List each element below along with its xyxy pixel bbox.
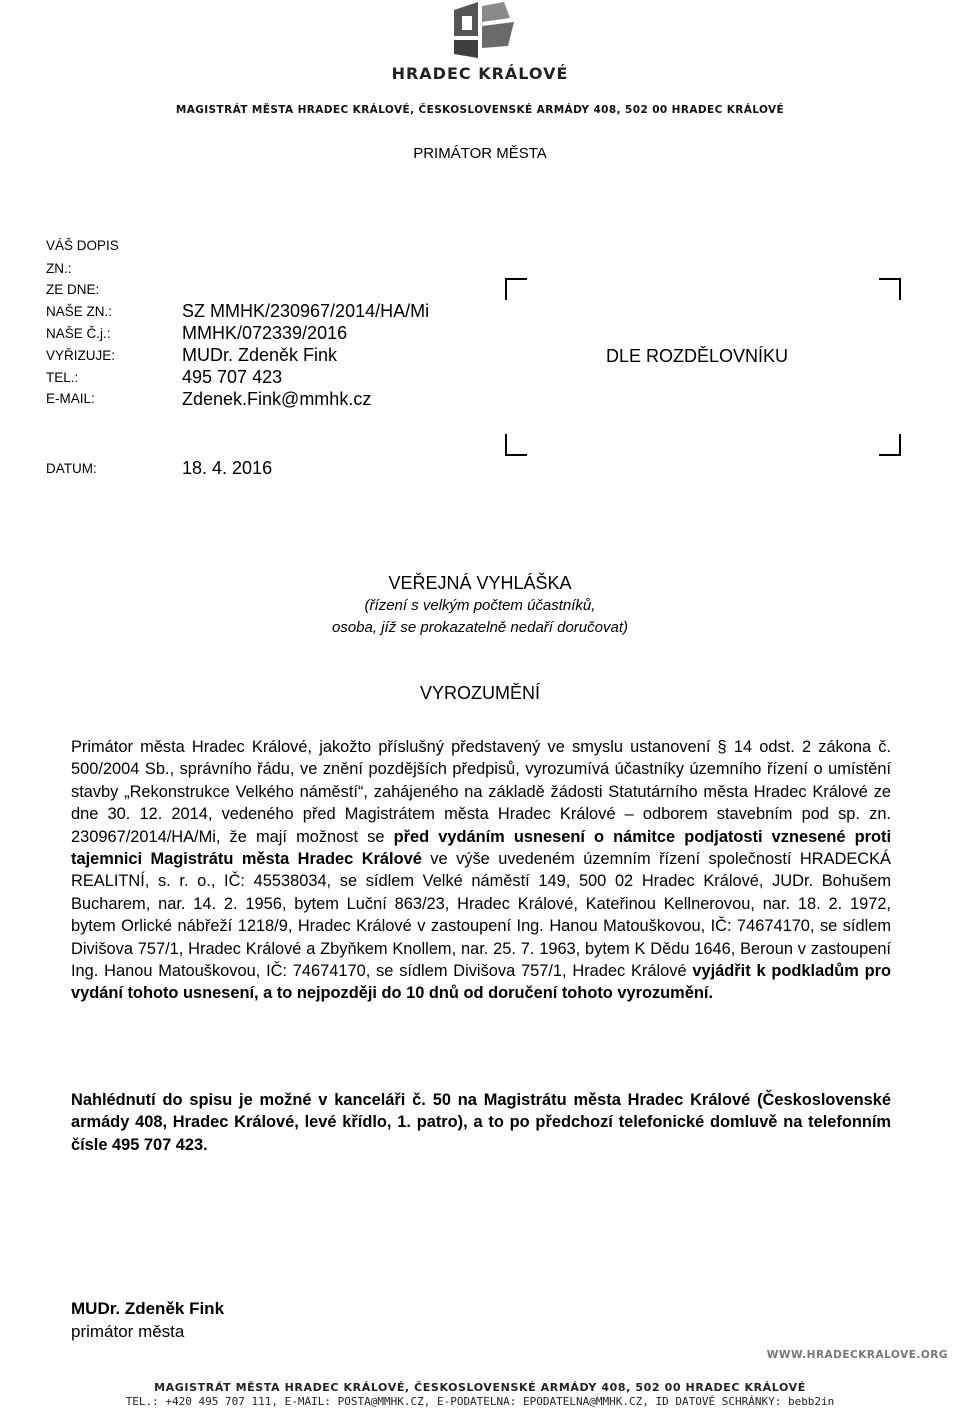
vas-dopis-label: VÁŠ DOPIS (46, 238, 119, 253)
brand-name: HRADEC KRÁLOVÉ (391, 64, 569, 83)
vyrizuje-value: MUDr. Zdeněk Fink (182, 345, 338, 365)
signatory-name: MUDr. Zdeněk Fink (71, 1299, 225, 1318)
email-value: Zdenek.Fink@mmhk.cz (182, 389, 372, 409)
nase-zn-label: NAŠE ZN.: (46, 304, 113, 319)
nase-zn-value: SZ MMHK/230967/2014/HA/Mi (182, 301, 430, 321)
address-window-corner-br (879, 434, 901, 456)
city-logo-icon (448, 2, 516, 58)
address-window-corner-tl (505, 278, 527, 300)
document-subtitle-line2: osoba, jíž se prokazatelně nedaří doručovat) (331, 619, 628, 636)
body-bold-2: vyjádřit k podkladům pro vydání tohoto usnesení, a to nejpozději do 10 dnů od doručení tohoto vyrozumění. (71, 962, 892, 1003)
recipient: DLE ROZDĚLOVNÍKU (606, 346, 789, 366)
header-address: MAGISTRÁT MĚSTA HRADEC KRÁLOVÉ, ČESKOSLOVENSKÉ ARMÁDY 408, 502 00 HRADEC KRÁLOVÉ (175, 104, 785, 116)
tel-value: 495 707 423 (182, 367, 283, 387)
document-subtitle-line1: (řízení s velkým počtem účastníků, (364, 597, 596, 614)
notification-title: VYROZUMĚNÍ (419, 683, 540, 703)
address-window-corner-tr (879, 278, 901, 300)
body-text-1: Primátor města Hradec Králové, jakožto příslušný představený ve smyslu ustanovení § 14 odst. 2 zákona č. 500/2004 Sb., správního řádu, ve znění pozdějších předpisů, vyrozumívá účastníky územního řízení o umístění stavby „Rekonstrukce Velkého náměstí“, zahájeného na základě žádosti Statutárního města Hradec Králové ze dne 30. 12. 2014, vedeného před Magistrátem města Hradec Králové – odborem stavebním pod sp. zn. 230967/2014/HA/Mi, že mají možnost se (71, 738, 891, 846)
nase-cj-label: NAŠE Č.j.: (46, 326, 111, 341)
datum-label: DATUM: (46, 461, 97, 476)
website-link[interactable]: WWW.HRADECKRALOVE.ORG (766, 1349, 948, 1361)
ze-dne-label: ZE DNE: (46, 282, 100, 297)
email-label: E-MAIL: (46, 391, 95, 406)
tel-label: TEL.: (46, 370, 79, 385)
body-paragraph (71, 736, 891, 1005)
file-inspection-note: Nahlédnutí do spisu je možné v kanceláři č. 50 na Magistrátu města Hradec Králové (Československé armády 408, Hradec Králové, levé křídlo, 1. patro), a to po předchozí telefonické domluvě na telefonním čísle 495 707 423. (71, 1091, 891, 1154)
document-title: VEŘEJNÁ VYHLÁŠKA (388, 573, 572, 593)
datum-value: 18. 4. 2016 (182, 458, 273, 478)
address-window-corner-bl (505, 434, 527, 456)
footer-contacts: TEL.: +420 495 707 111, E-MAIL: POSTA@MMHK.CZ, E-PODATELNA: EPODATELNA@MMHK.CZ, ID DATOVÉ SCHRÁNKY: bebb2in (125, 1395, 835, 1408)
nase-cj-value: MMHK/072339/2016 (182, 323, 348, 343)
footer-address: MAGISTRÁT MĚSTA HRADEC KRÁLOVÉ, ČESKOSLOVENSKÉ ARMÁDY 408, 502 00 HRADEC KRÁLOVÉ (154, 1381, 806, 1394)
signatory-role: primátor města (71, 1322, 185, 1341)
body-bold-1: před vydáním usnesení o námitce podjatosti vznesené proti tajemnici Magistrátu města Hradec Králové (71, 827, 891, 869)
zn-label: ZN.: (46, 261, 72, 276)
office-title: PRIMÁTOR MĚSTA (413, 145, 547, 162)
vyrizuje-label: VYŘIZUJE: (46, 348, 116, 363)
body-text-2: ve výše uvedeném územním řízení společností HRADECKÁ REALITNÍ, s. r. o., IČ: 45538034, se sídlem Velké náměstí 149, 500 02 Hradec Králové, JUDr. Bohušem Bucharem, nar. 14. 2. 1956, bytem Luční 863/23, Hradec Králové, Kateřinou Kellnerovou, nar. 18. 2. 1972, bytem Orlické nábřeží 1218/9, Hradec Králové v zastoupení Ing. Hanou Matouškovou, IČ: 74674170, se sídlem Divišova 757/1, Hradec Králové a Zbyňkem Knollem, nar. 25. 7. 1963, bytem K Dědu 1646, Beroun v zastoupení Ing. Hanou Matouškovou, IČ: 74674170, se sídlem Divišova 757/1, Hradec Králové (71, 850, 891, 981)
